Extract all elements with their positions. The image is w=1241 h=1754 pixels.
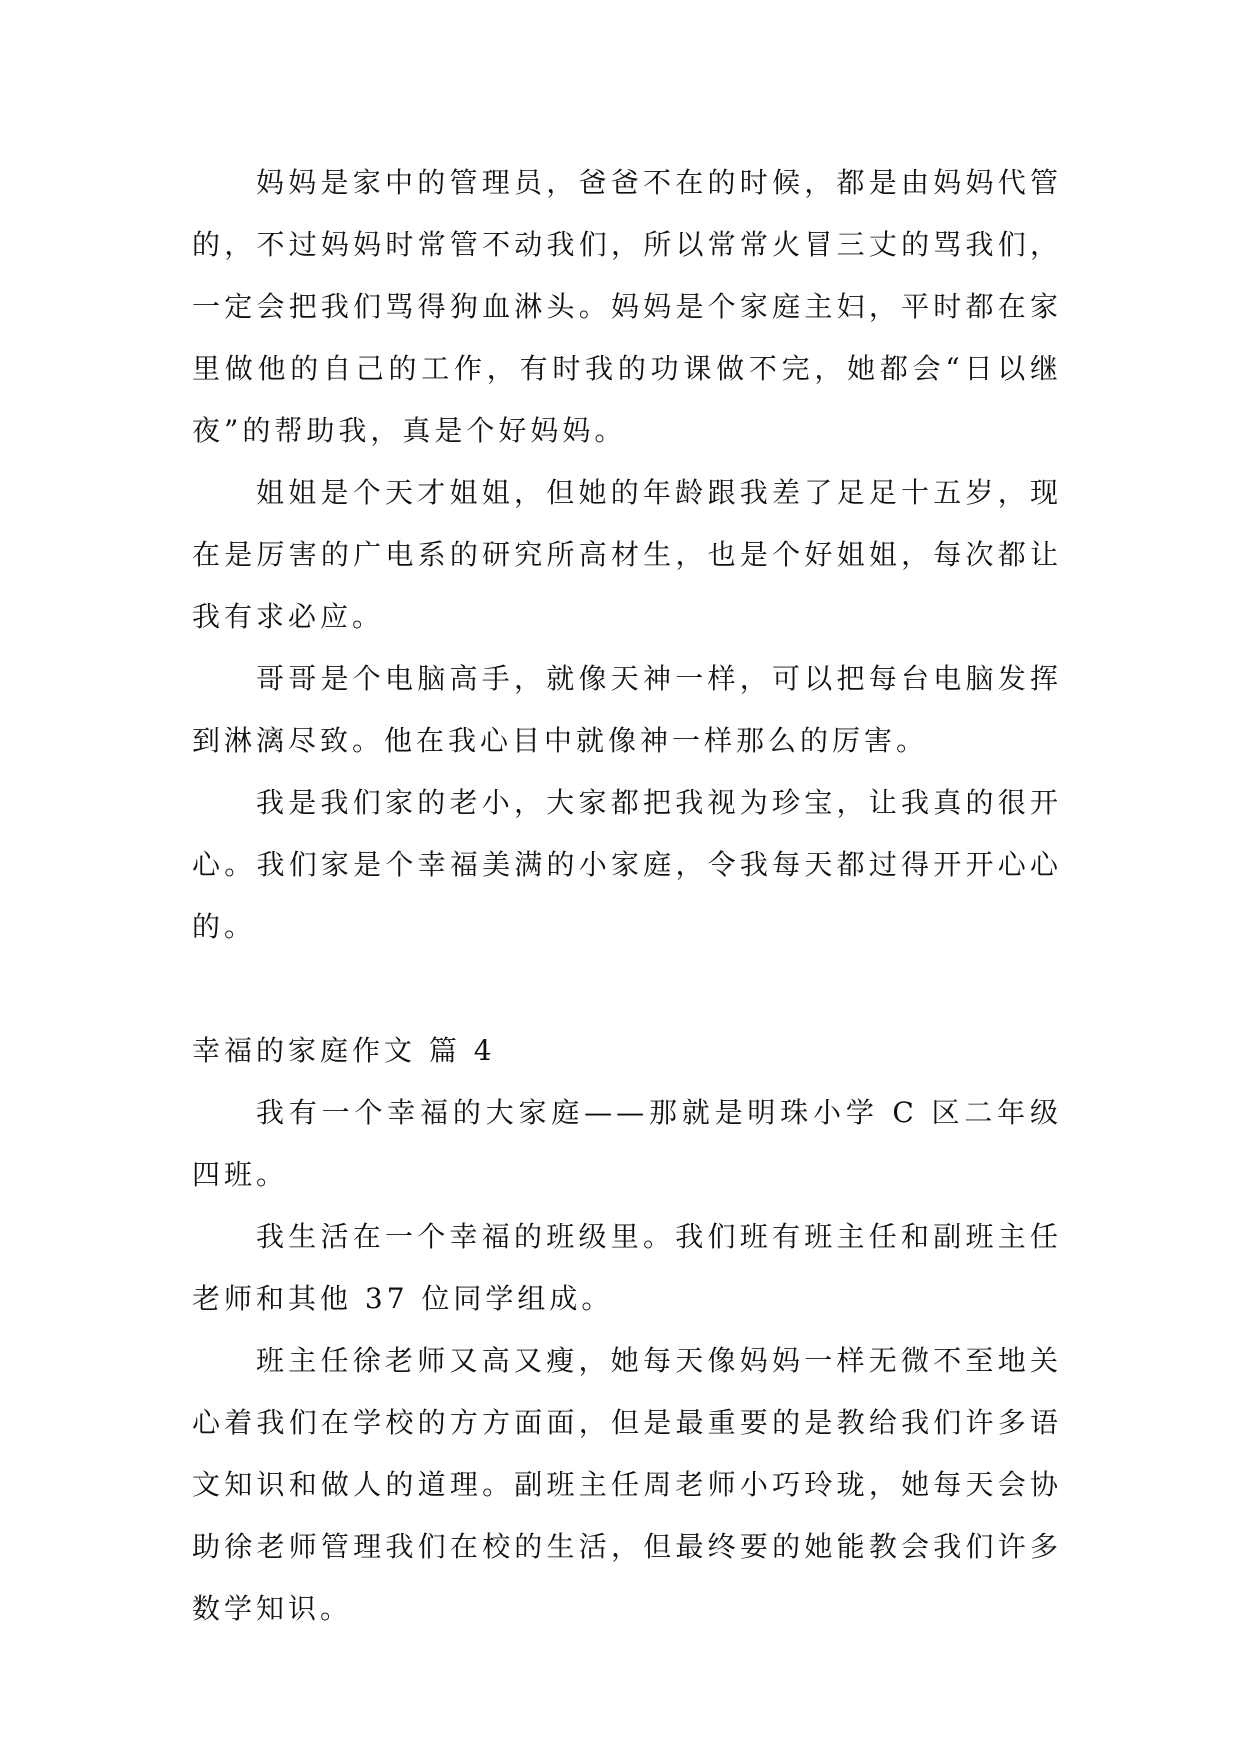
section-heading: 幸福的家庭作文 篇 4 bbox=[192, 1034, 496, 1067]
document-body bbox=[192, 152, 1062, 1640]
paragraph-sister: 姐姐是个天才姐姐，但她的年龄跟我差了足足十五岁，现在是厉害的广电系的研究所高材生，也是个好姐姐，每次都让我有求必应。 bbox=[192, 476, 1062, 633]
paragraph-brother: 哥哥是个电脑高手，就像天神一样，可以把每台电脑发挥到淋漓尽致。他在我心目中就像神一样那么的厉害。 bbox=[192, 662, 1062, 757]
paragraph-me: 我是我们家的老小，大家都把我视为珍宝，让我真的很开心。我们家是个幸福美满的小家庭，令我每天都过得开开心心的。 bbox=[192, 786, 1062, 943]
paragraph-mother: 妈妈是家中的管理员，爸爸不在的时候，都是由妈妈代管的，不过妈妈时常管不动我们，所以常常火冒三丈的骂我们，一定会把我们骂得狗血淋头。妈妈是个家庭主妇，平时都在家里做他的自己的工作，有时我的功课做不完，她都会“日以继夜”的帮助我，真是个好妈妈。 bbox=[192, 166, 1062, 447]
paragraph-class-members: 我生活在一个幸福的班级里。我们班有班主任和副班主任老师和其他 37 位同学组成。 bbox=[192, 1220, 1062, 1315]
paragraph-class-intro: 我有一个幸福的大家庭——那就是明珠小学 C 区二年级四班。 bbox=[192, 1096, 1062, 1191]
paragraph-teachers: 班主任徐老师又高又瘦，她每天像妈妈一样无微不至地关心着我们在学校的方方面面，但是最重要的是教给我们许多语文知识和做人的道理。副班主任周老师小巧玲珑，她每天会协助徐老师管理我们在校的生活，但最终要的她能教会我们许多数学知识。 bbox=[192, 1344, 1062, 1625]
